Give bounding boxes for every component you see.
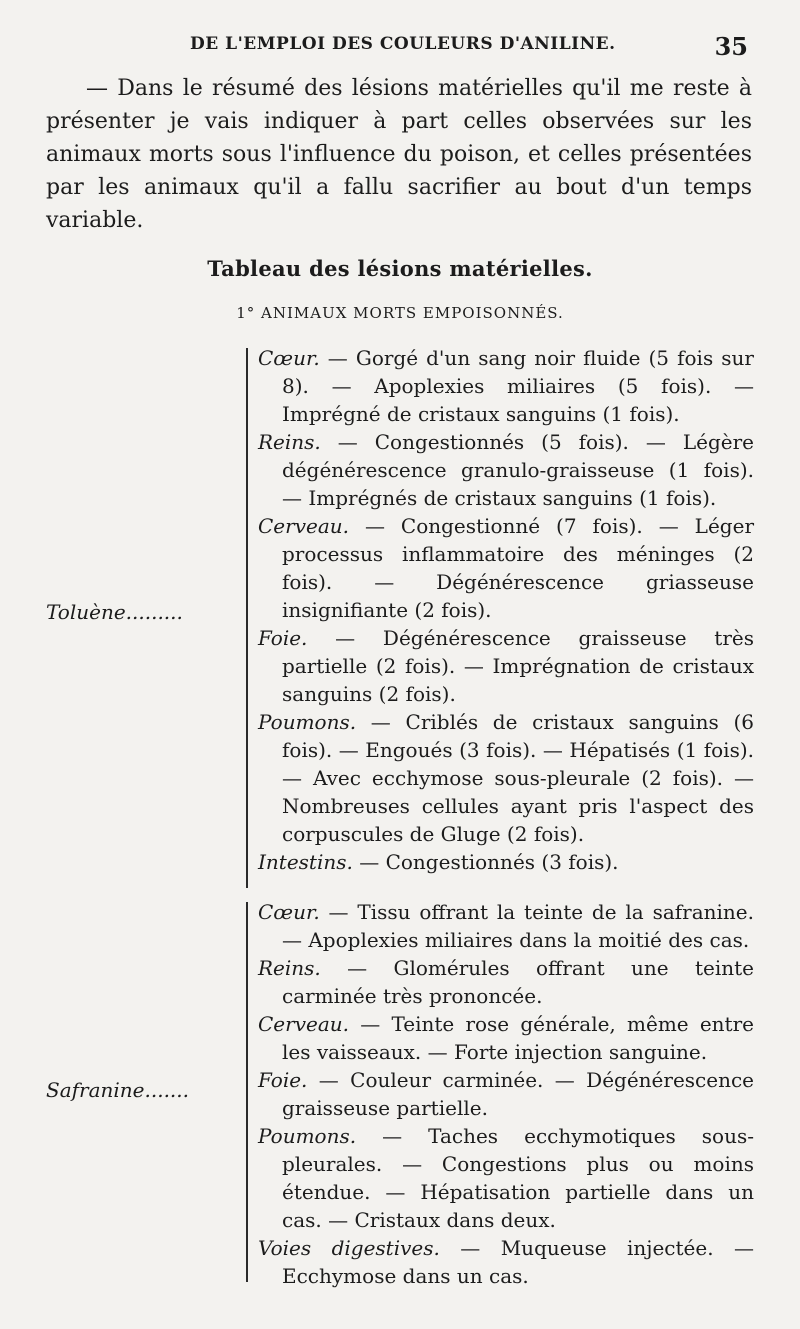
page-number: 35 <box>714 32 748 61</box>
organ-name: Poumons. <box>258 1124 357 1148</box>
table-subtitle: 1° ANIMAUX MORTS EMPOISONNÉS. <box>236 304 564 322</box>
organ-name: Voies digestives. <box>258 1236 440 1260</box>
organ-name: Foie. <box>258 1068 308 1092</box>
intro-text: — Dans le résumé des lésions matérielles qu'il me reste à présenter je vais indiquer à part celles observées sur les animaux morts sous l'influence du poison, et celles présentées par les animaux qu'il a fallu sacrifier au bout d'un temps variable. <box>46 76 752 233</box>
entry-text: — Criblés de cristaux sanguins (6 fois). — Engoués (3 fois). — Hépatisés (1 fois). — Avec ecchymose sous-pleurale (2 fois). — Nombreuses cellules ayant pris l'aspect des corpuscules de Gluge (2 fois). <box>282 710 754 846</box>
entry-intestines <box>258 848 754 876</box>
organ-name: Foie. <box>258 626 308 650</box>
running-header <box>0 32 800 62</box>
entries-safranine <box>258 898 754 1290</box>
organ-name: Cœur. <box>258 346 320 370</box>
entry-text: — Taches ecchymotiques sous-pleurales. — Congestions plus ou moins étendue. — Hépatisation partielle dans un cas. — Cristaux dans deux. <box>282 1124 754 1232</box>
organ-name: Reins. <box>258 956 321 980</box>
intro-paragraph <box>46 72 752 237</box>
organ-name: Cerveau. <box>258 1012 349 1036</box>
organ-name: Intestins. <box>258 850 353 874</box>
entries-toluene <box>258 344 754 876</box>
entry-heart <box>258 898 754 954</box>
entry-brain <box>258 1010 754 1066</box>
entry-lungs <box>258 708 754 848</box>
brace <box>246 902 256 1282</box>
entry-brain <box>258 512 754 624</box>
entry-heart <box>258 344 754 428</box>
entry-text: — Congestionnés (3 fois). <box>352 850 619 874</box>
group-label-safranine: Safranine....... <box>46 1078 190 1102</box>
group-label-toluene: Toluène......... <box>46 600 183 624</box>
organ-name: Reins. <box>258 430 321 454</box>
entry-text: — Tissu offrant la teinte de la safranine. — Apoplexies miliaires dans la moitié des cas. <box>282 900 754 952</box>
entry-text: — Dégénérescence graisseuse très partielle (2 fois). — Imprégnation de cristaux sanguins (2 fois). <box>282 626 754 706</box>
entry-digestive <box>258 1234 754 1290</box>
entry-text: — Teinte rose générale, même entre les vaisseaux. — Forte injection sanguine. <box>282 1012 754 1064</box>
entry-text: — Gorgé d'un sang noir fluide (5 fois sur 8). — Apoplexies miliaires (5 fois). — Imprégné de cristaux sanguins (1 fois). <box>282 346 754 426</box>
entry-text: — Muqueuse injectée. — Ecchymose dans un cas. <box>282 1236 754 1288</box>
entry-kidneys <box>258 954 754 1010</box>
entry-text: — Congestionné (7 fois). — Léger processus inflammatoire des méninges (2 fois). — Dégénérescence griasseuse insignifiante (2 fois). <box>282 514 754 622</box>
table-title: Tableau des lésions matérielles. <box>207 256 593 281</box>
entry-liver <box>258 624 754 708</box>
organ-name: Cerveau. <box>258 514 349 538</box>
entry-lungs <box>258 1122 754 1234</box>
entry-text: — Glomérules offrant une teinte carminée très prononcée. <box>282 956 754 1008</box>
entry-liver <box>258 1066 754 1122</box>
running-title: DE L'EMPLOI DES COULEURS D'ANILINE. <box>190 34 616 54</box>
organ-name: Cœur. <box>258 900 320 924</box>
brace <box>246 348 256 888</box>
entry-kidneys <box>258 428 754 512</box>
organ-name: Poumons. <box>258 710 357 734</box>
entry-text: — Couleur carminée. — Dégénérescence graisseuse partielle. <box>282 1068 754 1120</box>
entry-text: — Congestionnés (5 fois). — Légère dégénérescence granulo-graisseuse (1 fois). — Imprégnés de cristaux sanguins (1 fois). <box>282 430 754 510</box>
